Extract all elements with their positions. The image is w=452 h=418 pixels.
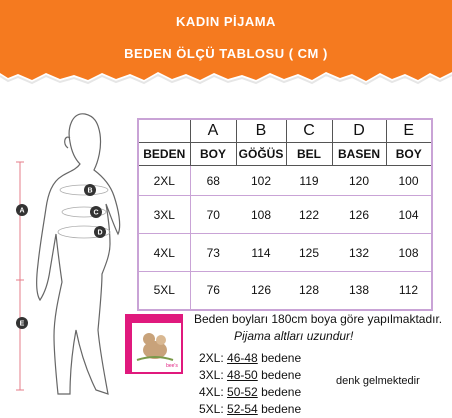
table-cell: 68 xyxy=(190,166,236,196)
letter-cell xyxy=(138,119,190,143)
size-label: 4XL: xyxy=(199,385,224,399)
height-note: Beden boyları 180cm boya göre yapılmaktadır. xyxy=(194,312,443,326)
column-header: BEL xyxy=(286,143,332,166)
list-item xyxy=(199,350,301,367)
size-label: 5XL: xyxy=(199,402,224,416)
letter-cell: B xyxy=(236,119,286,143)
table-cell: 126 xyxy=(236,272,286,310)
table-cell: 76 xyxy=(190,272,236,310)
body-silhouette xyxy=(10,104,140,410)
marker-e: E xyxy=(19,320,25,328)
page-title: KADIN PİJAMA xyxy=(176,14,276,29)
table-cell: 120 xyxy=(332,166,386,196)
table-cell: 119 xyxy=(286,166,332,196)
letter-cell: D xyxy=(332,119,386,143)
column-header: BOY xyxy=(190,143,236,166)
column-header: BASEN xyxy=(332,143,386,166)
table-cell: 108 xyxy=(386,234,432,272)
marker-a: A xyxy=(19,207,25,215)
table-cell: 108 xyxy=(236,196,286,234)
size-equivalence-list xyxy=(199,350,301,418)
table-row xyxy=(138,234,432,272)
list-item xyxy=(199,367,301,384)
size-suffix: bedene xyxy=(261,402,302,416)
size-label: 2XL: xyxy=(199,351,224,365)
table-cell: 73 xyxy=(190,234,236,272)
torn-paper-edge xyxy=(0,64,452,86)
table-row xyxy=(138,166,432,196)
size-range: 46-48 xyxy=(227,351,258,365)
list-item xyxy=(199,384,301,401)
table-cell: 132 xyxy=(332,234,386,272)
table-cell: 128 xyxy=(286,272,332,310)
table-cell: 114 xyxy=(236,234,286,272)
header-banner xyxy=(0,0,452,70)
table-cell: 3XL xyxy=(138,196,190,234)
table-cell: 112 xyxy=(386,272,432,310)
table-row xyxy=(138,272,432,310)
brand-logo xyxy=(125,314,183,374)
length-warning: Pijama altları uzundur! xyxy=(234,329,354,343)
table-cell: 4XL xyxy=(138,234,190,272)
table-cell: 138 xyxy=(332,272,386,310)
letter-cell: C xyxy=(286,119,332,143)
table-cell: 104 xyxy=(386,196,432,234)
table-cell: 125 xyxy=(286,234,332,272)
size-range: 52-54 xyxy=(227,402,258,416)
table-cell: 5XL xyxy=(138,272,190,310)
size-suffix: bedene xyxy=(261,385,302,399)
letter-cell: A xyxy=(190,119,236,143)
marker-c: C xyxy=(93,209,99,217)
column-header: GÖĞÜS xyxy=(236,143,286,166)
column-header: BOY xyxy=(386,143,432,166)
size-chart-table xyxy=(137,118,433,311)
size-range: 50-52 xyxy=(227,385,258,399)
logo-text: bee's xyxy=(166,363,178,369)
letter-cell: E xyxy=(386,119,432,143)
match-text: denk gelmektedir xyxy=(336,375,420,387)
list-item xyxy=(199,401,301,418)
table-header-row xyxy=(138,143,432,166)
table-cell: 102 xyxy=(236,166,286,196)
table-cell: 100 xyxy=(386,166,432,196)
marker-d: D xyxy=(97,229,103,237)
size-range: 48-50 xyxy=(227,368,258,382)
column-header: BEDEN xyxy=(138,143,190,166)
table-cell: 122 xyxy=(286,196,332,234)
size-suffix: bedene xyxy=(261,368,302,382)
size-label: 3XL: xyxy=(199,368,224,382)
table-row xyxy=(138,196,432,234)
table-letter-row xyxy=(138,119,432,143)
table-cell: 126 xyxy=(332,196,386,234)
table-cell: 70 xyxy=(190,196,236,234)
size-suffix: bedene xyxy=(261,351,302,365)
table-cell: 2XL xyxy=(138,166,190,196)
marker-b: B xyxy=(87,187,93,195)
page-subtitle: BEDEN ÖLÇÜ TABLOSU ( CM ) xyxy=(124,46,328,61)
